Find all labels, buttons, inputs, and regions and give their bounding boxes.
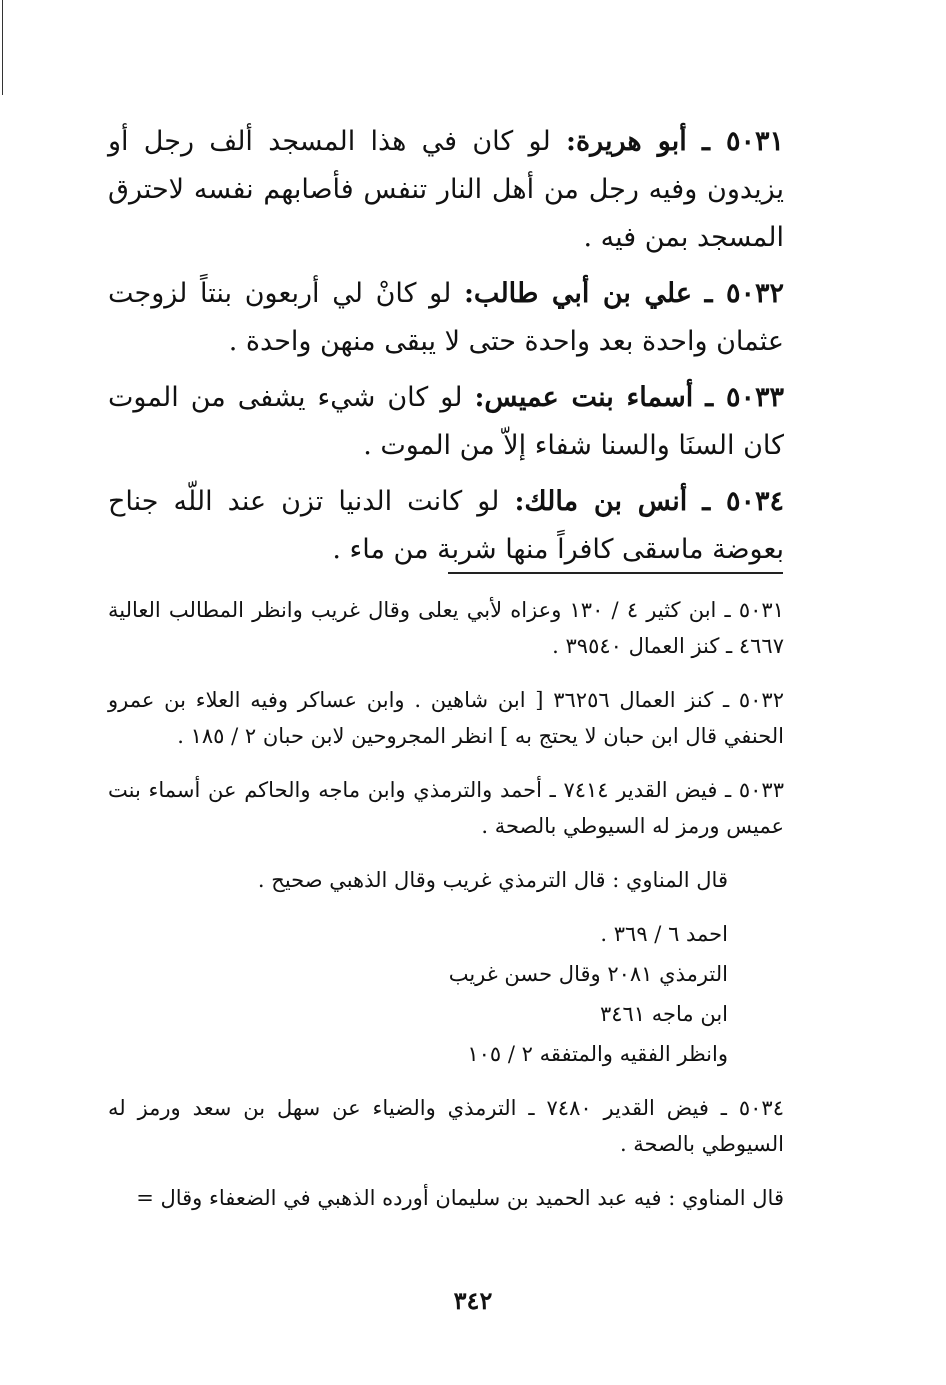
entry-narrator: أنس بن مالك: [514, 486, 688, 517]
page-number: ٣٤٢ [453, 1286, 493, 1315]
reference-list [108, 914, 784, 1074]
reference-item: وانظر الفقيه والمتفقه ٢ / ١٠٥ [467, 1042, 728, 1066]
footnote-5032: ٥٠٣٢ ـ كنز العمال ٣٦٢٥٦ [ ابن شاهين . وابن عساكر وفيه العلاء بن عمرو الحنفي قال ابن حبان لا يحتج به ] انظر المجروحين لابن حبان ٢ / ١٨٥ . [108, 688, 784, 748]
reference-item: ابن ماجه ٣٤٦١ [599, 1002, 728, 1026]
entry-number: ٥٠٣٢ ـ [704, 278, 784, 309]
hadith-entry-5034 [108, 478, 784, 574]
scan-margin-line [2, 0, 3, 95]
hadith-entry-5033 [108, 374, 784, 470]
footnote-separator [448, 572, 783, 574]
entry-number: ٥٠٣٣ ـ [705, 382, 784, 413]
hadith-entry-5032 [108, 270, 784, 366]
entry-text: لو كانت الدنيا تزن عند اللّه جناح بعوضة ماسقى كافراً منها شربة من ماء . [108, 486, 784, 565]
hadith-entry-5031 [108, 118, 784, 262]
reference-item: الترمذي ٢٠٨١ وقال حسن غريب [448, 962, 728, 986]
entry-narrator: أبو هريرة: [566, 126, 687, 157]
entry-number: ٥٠٣١ ـ [702, 126, 785, 157]
entry-text: لو كان في هذا المسجد ألف رجل أو يزيدون وفيه رجل من أهل النار تنفس فأصابهم نفسه لاحترق المسجد بمن فيه . [108, 126, 784, 253]
entry-narrator: أسماء بنت عميس: [474, 382, 694, 413]
footnote-5034: ٥٠٣٤ ـ فيض القدير ٧٤٨٠ ـ الترمذي والضياء عن سهل بن سعد ورمز له السيوطي بالصحة . [108, 1096, 784, 1156]
hadith-entries [108, 118, 784, 582]
entry-narrator: علي بن أبي طالب: [463, 278, 692, 309]
entry-text: لو كانْ لي أربعون بنتاً لزوجت عثمان واحدة بعد واحدة حتى لا يبقى منهن واحدة . [108, 278, 784, 357]
footnote-5033: ٥٠٣٣ ـ فيض القدير ٧٤١٤ ـ أحمد والترمذي وابن ماجه والحاكم عن أسماء بنت عميس ورمز له السيوطي بالصحة . [108, 778, 784, 838]
entry-text: لو كان شيء يشفى من الموت كان السنَا والسنا شفاء إلاّ من الموت . [108, 382, 784, 461]
footnote-5031: ٥٠٣١ ـ ابن كثير ٤ / ١٣٠ وعزاه لأبي يعلى وقال غريب وانظر المطالب العالية ٤٦٦٧ ـ كنز العمال ٣٩٥٤٠ . [108, 598, 784, 658]
manawi-note-continued: قال المناوي : فيه عبد الحميد بن سليمان أورده الذهبي في الضعفاء وقال = [136, 1186, 784, 1210]
manawi-note: قال المناوي : قال الترمذي غريب وقال الذهبي صحيح . [257, 868, 728, 892]
reference-item: احمد ٦ / ٣٦٩ . [600, 922, 728, 946]
entry-number: ٥٠٣٤ ـ [702, 486, 784, 517]
footnotes [108, 592, 784, 1234]
